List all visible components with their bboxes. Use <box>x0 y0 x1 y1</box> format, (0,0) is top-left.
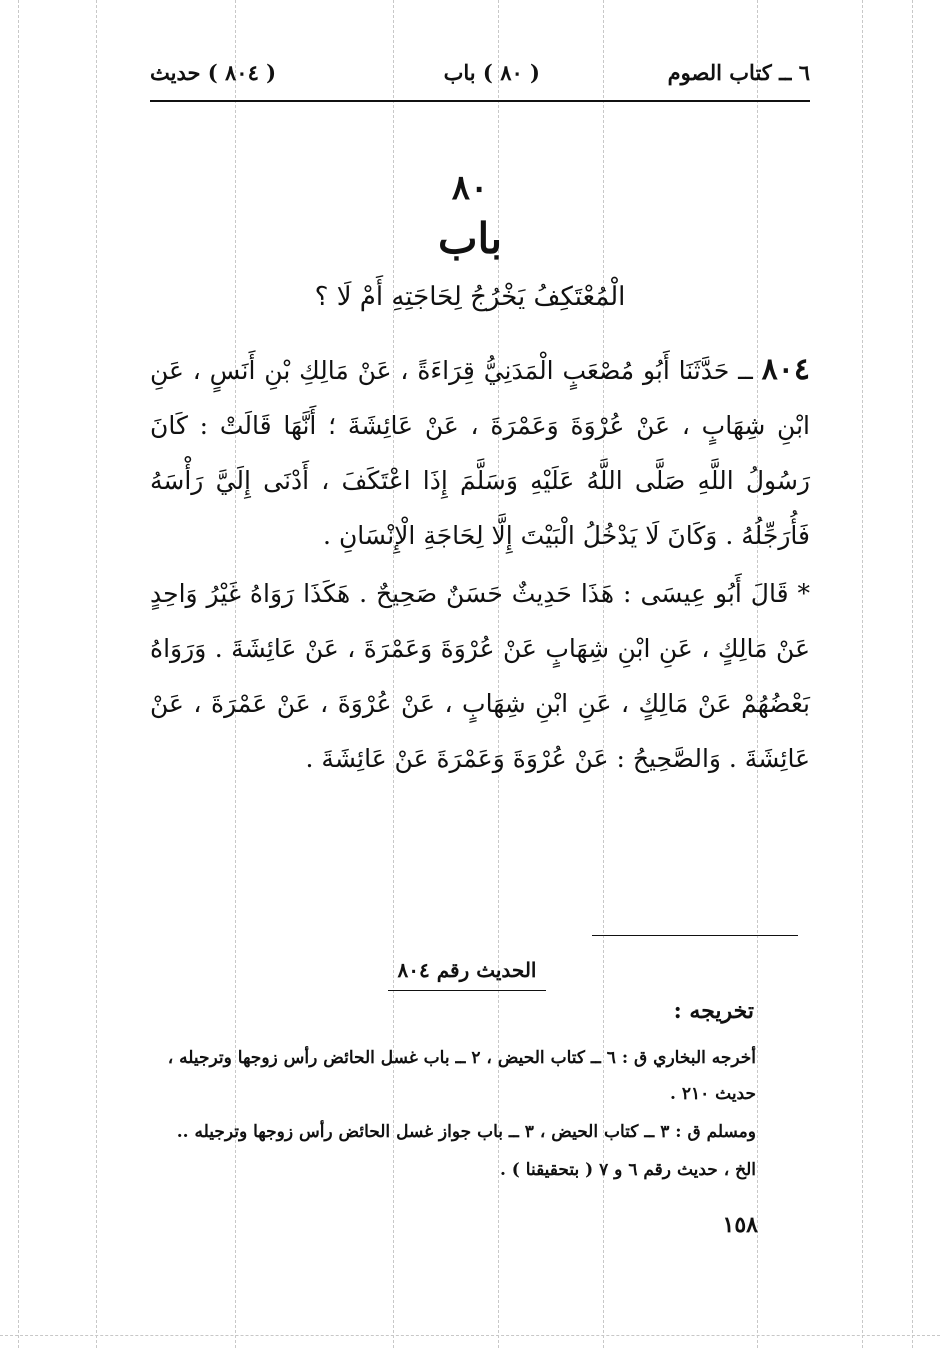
hadith-number: ٨٠٤ <box>761 352 810 387</box>
header-hadith-ref: ( ٨٠٤ ) حديث <box>150 60 277 85</box>
commentary-paragraph: * قَالَ أَبُو عِيسَى : هَذَا حَدِيثٌ حَسَنٌ صَحِيحٌ . هَكَذَا رَوَاهُ غَيْرُ وَاحِدٍ عَنْ مَالِكٍ ، عَنِ ابْنِ شِهَابٍ عَنْ عُرْوَةَ وَعَمْرَةَ ، عَنْ عَائِشَةَ . وَرَوَاهُ بَعْضُهُمْ عَنْ مَالِكٍ ، عَنِ ابْنِ شِهَابٍ ، عَنْ عُرْوَةَ ، عَنْ عَمْرَةَ ، عَنْ عَائِشَةَ . وَالصَّحِيحُ : عَنْ عُرْوَةَ وَعَمْرَةَ عَنْ عَائِشَةَ . <box>150 579 810 773</box>
footnote-line: أخرجه البخاري ق : ٦ ــ كتاب الحيض ، ٢ ــ باب غسل الحائض رأس زوجها وترجيله ، <box>167 1048 756 1068</box>
chapter-heading: باب <box>437 214 503 263</box>
footnote-line: الخ ، حديث رقم ٦ و ٧ ( بتحقيقنا ) . <box>499 1160 756 1180</box>
takhrij-label: تخريجه : <box>673 998 754 1024</box>
header-book-title: ٦ ــ كتاب الصوم <box>667 60 810 85</box>
footnote-line: حديث ٢١٠ . <box>669 1084 756 1104</box>
hadith-paragraph <box>150 342 810 563</box>
chapter-number: ٨٠ <box>451 168 489 208</box>
footnote-separator <box>592 935 798 936</box>
page-number: ١٥٨ <box>722 1212 758 1238</box>
header-rule <box>150 100 810 102</box>
footnote-heading: الحديث رقم ٨٠٤ <box>388 958 546 991</box>
footnote-line: ومسلم ق : ٣ ــ كتاب الحيض ، ٣ ــ باب جواز غسل الحائض رأس زوجها وترجيله .. <box>176 1122 756 1142</box>
chapter-subtitle: الْمُعْتَكِفُ يَخْرُجُ لِحَاجَتِهِ أَمْ لَا ؟ <box>314 282 626 312</box>
scan-guide-line <box>0 1335 940 1336</box>
hadith-text: ــ حَدَّثَنَا أَبُو مُصْعَبٍ الْمَدَنِيُّ قِرَاءَةً ، عَنْ مَالِكِ بْنِ أَنَسٍ ، عَنِ ابْنِ شِهَابٍ ، عَنْ عُرْوَةَ وَعَمْرَةَ ، عَنْ عَائِشَةَ ؛ أَنَّهَا قَالَتْ : كَانَ رَسُولُ اللَّهِ صَلَّى اللَّهُ عَلَيْهِ وَسَلَّمَ إِذَا اعْتَكَفَ ، أَدْنَى إِلَيَّ رَأْسَهُ فَأُرَجِّلُهُ . وَكَانَ لَا يَدْخُلُ الْبَيْتَ إِلَّا لِحَاجَةِ الْإِنْسَانِ . <box>150 356 810 550</box>
header-chapter-ref: ( ٨٠ ) باب <box>443 60 540 85</box>
running-header <box>150 60 810 96</box>
